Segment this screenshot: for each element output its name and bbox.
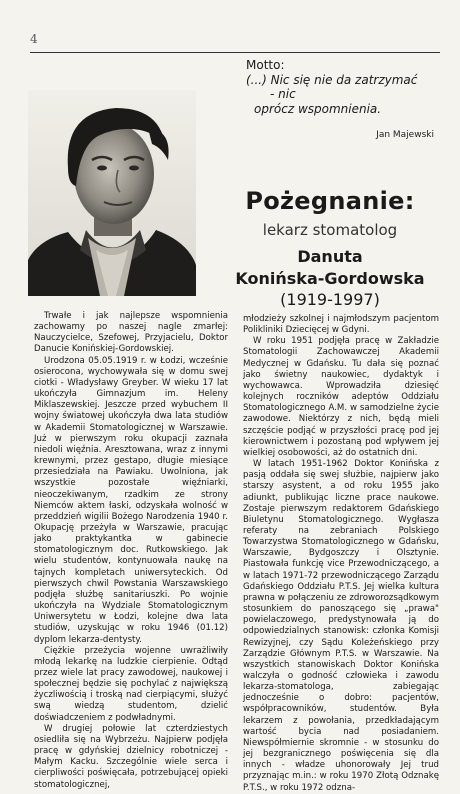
portrait-photo: [28, 90, 196, 296]
paragraph: Trwałe i jak najlepsze wspomnienia zachowamy po naszej nagle zmarłej: Nauczycielce, Szefowej, Przyjacielu, Doktor Danucie Konińskiej-Gordowskiej.: [34, 311, 228, 355]
paragraph: W drugiej połowie lat czterdziestych osiedliła się na Wybrzeżu. Najpierw podjęła pracę w gdyńskiej dzielnicy robotniczej - Małym Kacku. Szczególnie wiele serca i cierpliwości poświęcała, potrzebującej opieki stomatologicznej,: [34, 723, 228, 790]
motto-label: Motto:: [246, 58, 285, 72]
subtitle: lekarz stomatolog: [262, 221, 398, 239]
title-block: [230, 186, 430, 310]
paragraph: Ciężkie przeżycia wojenne uwrażliwiły młodą lekarkę na ludzkie cierpienie. Odtąd przez wiele lat pracy zawodowej, naukowej i społecznej będzie się pochylać z największą życzliwością i troską nad cierpiącymi, służyć swą wiedzą studentom, dzielić doświadczeniem z podwładnymi.: [34, 645, 228, 723]
text-column-left: [34, 311, 228, 791]
top-rule: [30, 52, 440, 53]
life-years: (1919-1997): [280, 290, 380, 309]
name-line-2: Konińska-Gordowska: [235, 269, 425, 288]
paragraph: Urodzona 05.05.1919 r. w Łodzi, wcześnie osierocona, wychowywała się w domu swej ciotki - Władysławy Greyber. W wieku 17 lat ukończyła Gimnazjum im. Heleny Miklaszewskiej. Jeszcze przed wybuchem II wojny światowej ukończyła dwa lata studiów w Akademii Stomatologicznej w Warszawie. Już w pierwszym roku okupacji zaznała niedoli więźnia. Aresztowana, wraz z innymi krewnymi, przez gestapo, długie miesiące przesiedziała na Pawiaku. Uwolniona, jak wszystkie pozostałe więźniarki, nieoczekiwanym, rzadkim ze strony Niemców aktem łaski, odzyskała wolność w przeddzień wigilii Bożego Narodzenia 1940 r. Okupację przeżyła w Warszawie, pracując jako praktykantka w gabinecie stomatologicznym doc. Rutkowskiego. Jak wielu studentów, kontynuowała naukę na tajnych kompletach uniwersyteckich. Od pierwszych chwil Powstania Warszawskiego podjęła służbę sanitariuszki. Po wojnie ukończyła na Wydziale Stomatologicznym Uniwersytetu w Łodzi, kolejne dwa lata studiów, uzyskując w roku 1946 (01.12) dyplom lekarza-dentysty.: [34, 355, 228, 645]
motto-line-3: oprócz wspomnienia.: [254, 101, 382, 116]
text-column-right: [243, 314, 439, 794]
motto-line-1: (...) Nic się nie da zatrzymać: [246, 72, 418, 87]
paragraph: młodzieży szkolnej i najmłodszym pacjentom Polikliniki Dziecięcej w Gdyni.: [243, 314, 439, 336]
paragraph: W roku 1951 podjęła pracę w Zakładzie Stomatologii Zachowawczej Akademii Medycznej w Gdańsku. Tu dała się poznać jako świetny naukowiec, dydaktyk i wychowawca. Wprowadziła dziesięć kolejnych roczników adeptów Oddziału Stomatologicznego A.M. w samodzielne życie zawodowe. Niektórzy z nich, będą mieli szczęście podjąć w przyszłości pracę pod jej kierownictwem i pozostaną pod wpływem jej wielkiej osobowości, aż do ostatnich dni.: [243, 336, 439, 458]
paragraph: W latach 1951-1962 Doktor Konińska z pasją oddała się swej służbie, najpierw jako starszy asystent, a od roku 1955 jako adiunkt, publikując liczne prace naukowe. Zostaje pierwszym redaktorem Gdańskiego Biuletynu Stomatologicznego. Wygłasza referaty na zebraniach Polskiego Towarzystwa Stomatologicznego w Gdańsku, Warszawie, Bydgoszczy i Olsztynie. Piastowała funkcję vice Przewodniczącego, a w latach 1971-72 przewodniczącego Zarządu Gdańskiego Oddziału P.T.S. Jej wielka kultura prawna w połączeniu ze zdroworozsądkowym stosunkiem do panoszącego się „prawa" powielaczowego, predystynowała ją do odpowiedzialnych stanowisk: członka Komisji Rewizyjnej, czy Sądu Koleżeńskiego przy Zarządzie Głównym P.T.S. w Warszawie. Na wszystkich stanowiskach Doktor Konińska walczyła o godność człowieka i zawodu lekarza-stomatologa, zabiegając jednocześnie o dobro: pacjentów, współpracowników, studentów. Była lekarzem z powołania, przedkładającym wartość bycia nad posiadaniem. Niewspółmiernie skromnie - w stosunku do jej bezgranicznego poświęcenia się dla innych - władze uhonorowały Jej trud przyznając m.in.: w roku 1970 Złotą Odznakę P.T.S., w roku 1972 odzna-: [243, 459, 439, 793]
motto-author: Jan Majewski: [376, 130, 434, 140]
motto-line-2: - nic: [270, 87, 296, 101]
name-line-1: Danuta: [297, 247, 363, 266]
page-title: Pożegnanie:: [245, 187, 415, 215]
page-number: 4: [30, 32, 38, 46]
motto: [246, 58, 446, 116]
